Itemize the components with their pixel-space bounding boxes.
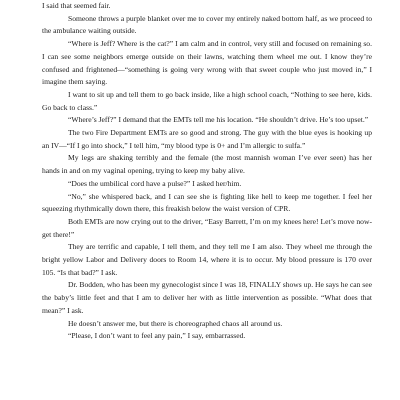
paragraph: My legs are shaking terribly and the female (the most mannish woman I’ve ever seen) has her hands in and on my vaginal opening, trying to keep my baby alive. — [42, 153, 372, 176]
paragraph: I said that seemed fair. — [42, 1, 111, 10]
paragraph: They are terrific and capable, I tell them, and they tell me I am also. They wheel me through the bright yellow Labor and Delivery doors to Room 14, where it is to occur. My blood pressure is 170 over 105. “Is that bad?” I ask. — [42, 242, 372, 277]
paragraph: “Please, I don’t want to feel any pain,” I say, embarrassed. — [68, 331, 246, 341]
paragraph: I want to sit up and tell them to go back inside, like a high school coach, “Nothing to see here, kids. Go back to class.” — [42, 89, 372, 112]
body-text — [42, 0, 372, 343]
paragraph: “No,” she whispered back, and I can see she is fighting like hell to keep me together. I feel her squeezing rhythmically down there, this freakish below the waist version of CPR. — [42, 191, 372, 214]
paragraph: Both EMTs are now crying out to the driver, “Easy Barrett, I’m on my knees here! Let’s move now- get there!” — [42, 216, 372, 239]
paragraph: “Does the umbilical cord have a pulse?” I asked her/him. — [68, 178, 242, 188]
paragraph: “Where’s Jeff?” I demand that the EMTs tell me his location. “He shouldn’t drive. He’s too upset.” — [68, 115, 369, 125]
paragraph: Dr. Bodden, who has been my gynecologist since I was 18, FINALLY shows up. He says he can see the baby’s little feet and that I am to deliver her with as little intervention as possible. “What does that mean?” I ask. — [42, 280, 372, 315]
paragraph: Someone throws a purple blanket over me to cover my entirely naked bottom half, as we proceed to the ambulance waiting outside. — [42, 13, 372, 36]
paragraph: “Where is Jeff? Where is the cat?” I am calm and in control, very still and focused on remaining so. I can see some neighbors emerge outside on their lawns, watching them wheel me out. I know they’re confused and frightened—“something is going very wrong with that sweet couple who just moved in,” I imagine them saying. — [42, 39, 372, 87]
paragraph: He doesn’t answer me, but there is choreographed chaos all around us. — [68, 318, 283, 328]
paragraph: The two Fire Department EMTs are so good and strong. The guy with the blue eyes is hooking up an IV—“If I go into shock,” I tell him, “my blood type is 0+ and I’m allergic to sulfa.” — [42, 128, 372, 150]
